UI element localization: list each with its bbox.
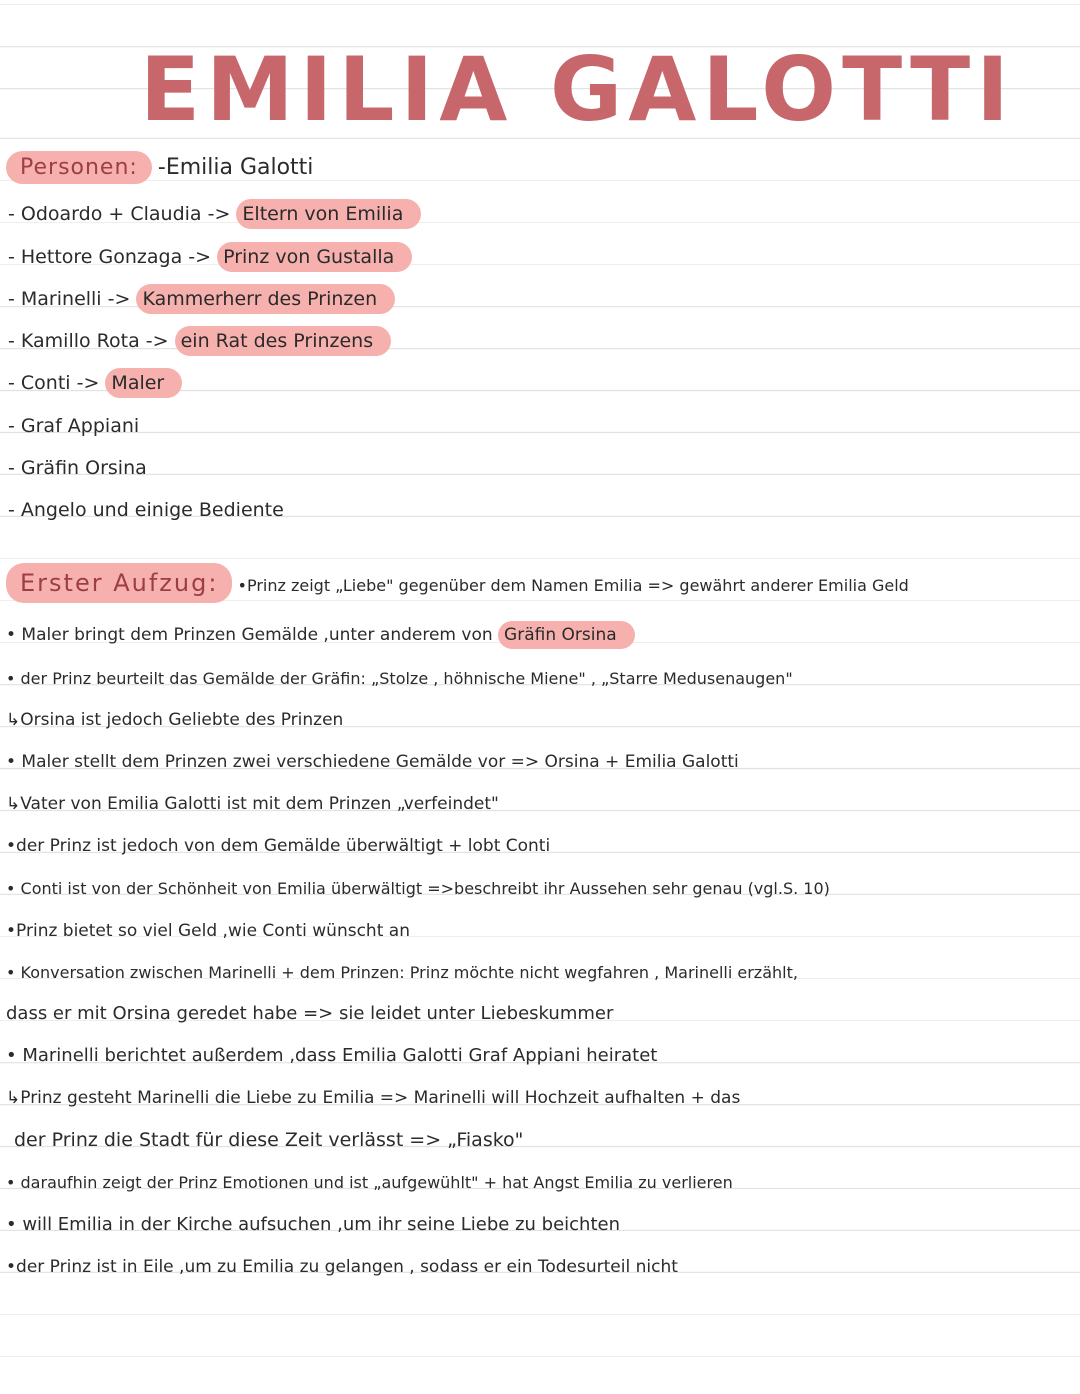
person-name: - Conti -> <box>8 372 100 394</box>
note-line: • Maler stellt dem Prinzen zwei verschiedene Gemälde vor => Orsina + Emilia Galotti <box>6 752 739 772</box>
person-role-highlight: Maler <box>105 368 182 398</box>
person-item <box>8 328 391 354</box>
note-line: •der Prinz ist in Eile ,um zu Emilia zu gelangen , sodass er ein Todesurteil nicht <box>6 1257 678 1277</box>
note-line: • daraufhin zeigt der Prinz Emotionen und ist „aufgewühlt" + hat Angst Emilia zu verlieren <box>6 1173 733 1192</box>
person-item <box>8 413 139 439</box>
person-name: - Angelo und einige Bediente <box>8 499 284 521</box>
person-item <box>8 244 412 270</box>
note-line: ↳Prinz gesteht Marinelli die Liebe zu Emilia => Marinelli will Hochzeit aufhalten + das <box>6 1088 741 1108</box>
person-role-highlight: Kammerherr des Prinzen <box>136 284 395 314</box>
note-line: •Prinz bietet so viel Geld ,wie Conti wünscht an <box>6 921 410 941</box>
note-line: ↳Orsina ist jedoch Geliebte des Prinzen <box>6 710 344 730</box>
person-name: - Kamillo Rota -> <box>8 330 169 352</box>
person-name: - Graf Appiani <box>8 415 140 437</box>
aufzug-heading-line <box>6 570 909 599</box>
note-text: • Maler bringt dem Prinzen Gemälde ,unter anderem von <box>6 625 493 645</box>
person-name: - Marinelli -> <box>8 288 131 310</box>
person-item <box>8 201 421 227</box>
person-role-highlight: ein Rat des Prinzens <box>175 326 392 356</box>
note-line: • Konversation zwischen Marinelli + dem Prinzen: Prinz möchte nicht wegfahren , Marinelli erzählt, <box>6 963 798 982</box>
person-item <box>8 286 395 312</box>
note-line: dass er mit Orsina geredet habe => sie leidet unter Liebeskummer <box>6 1003 614 1024</box>
person-name: - Odoardo + Claudia -> <box>8 203 231 225</box>
note-line: der Prinz die Stadt für diese Zeit verlässt => „Fiasko" <box>14 1129 524 1151</box>
note-line <box>6 622 635 648</box>
aufzug-label: Erster Aufzug: <box>6 563 232 603</box>
note-highlight: Gräfin Orsina <box>498 621 635 649</box>
person-role-highlight: Prinz von Gustalla <box>217 242 412 272</box>
note-line: • Marinelli berichtet außerdem ,dass Emilia Galotti Graf Appiani heiratet <box>6 1045 658 1066</box>
page-title: EMILIA GALOTTI <box>140 38 1015 141</box>
person-name: - Gräfin Orsina <box>8 457 147 479</box>
aufzug-first-line: •Prinz zeigt „Liebe" gegenüber dem Namen Emilia => gewährt anderer Emilia Geld <box>237 576 909 595</box>
note-line: • der Prinz beurteilt das Gemälde der Gräfin: „Stolze , höhnische Miene" , „Starre Medusenaugen" <box>6 669 793 688</box>
note-line: ↳Vater von Emilia Galotti ist mit dem Prinzen „verfeindet" <box>6 794 499 814</box>
personen-first: -Emilia Galotti <box>157 155 314 180</box>
person-item <box>8 455 147 481</box>
person-role-highlight: Eltern von Emilia <box>236 199 421 229</box>
personen-heading-line <box>6 155 313 181</box>
person-item <box>8 497 284 523</box>
note-line: • will Emilia in der Kirche aufsuchen ,um ihr seine Liebe zu beichten <box>6 1214 621 1235</box>
note-line: • Conti ist von der Schönheit von Emilia überwältigt =>beschreibt ihr Aussehen sehr genau (vgl.S. 10) <box>6 879 830 898</box>
person-item <box>8 370 182 396</box>
person-name: - Hettore Gonzaga -> <box>8 246 212 268</box>
personen-label: Personen: <box>6 151 152 184</box>
note-line: •der Prinz ist jedoch von dem Gemälde überwältigt + lobt Conti <box>6 836 551 856</box>
